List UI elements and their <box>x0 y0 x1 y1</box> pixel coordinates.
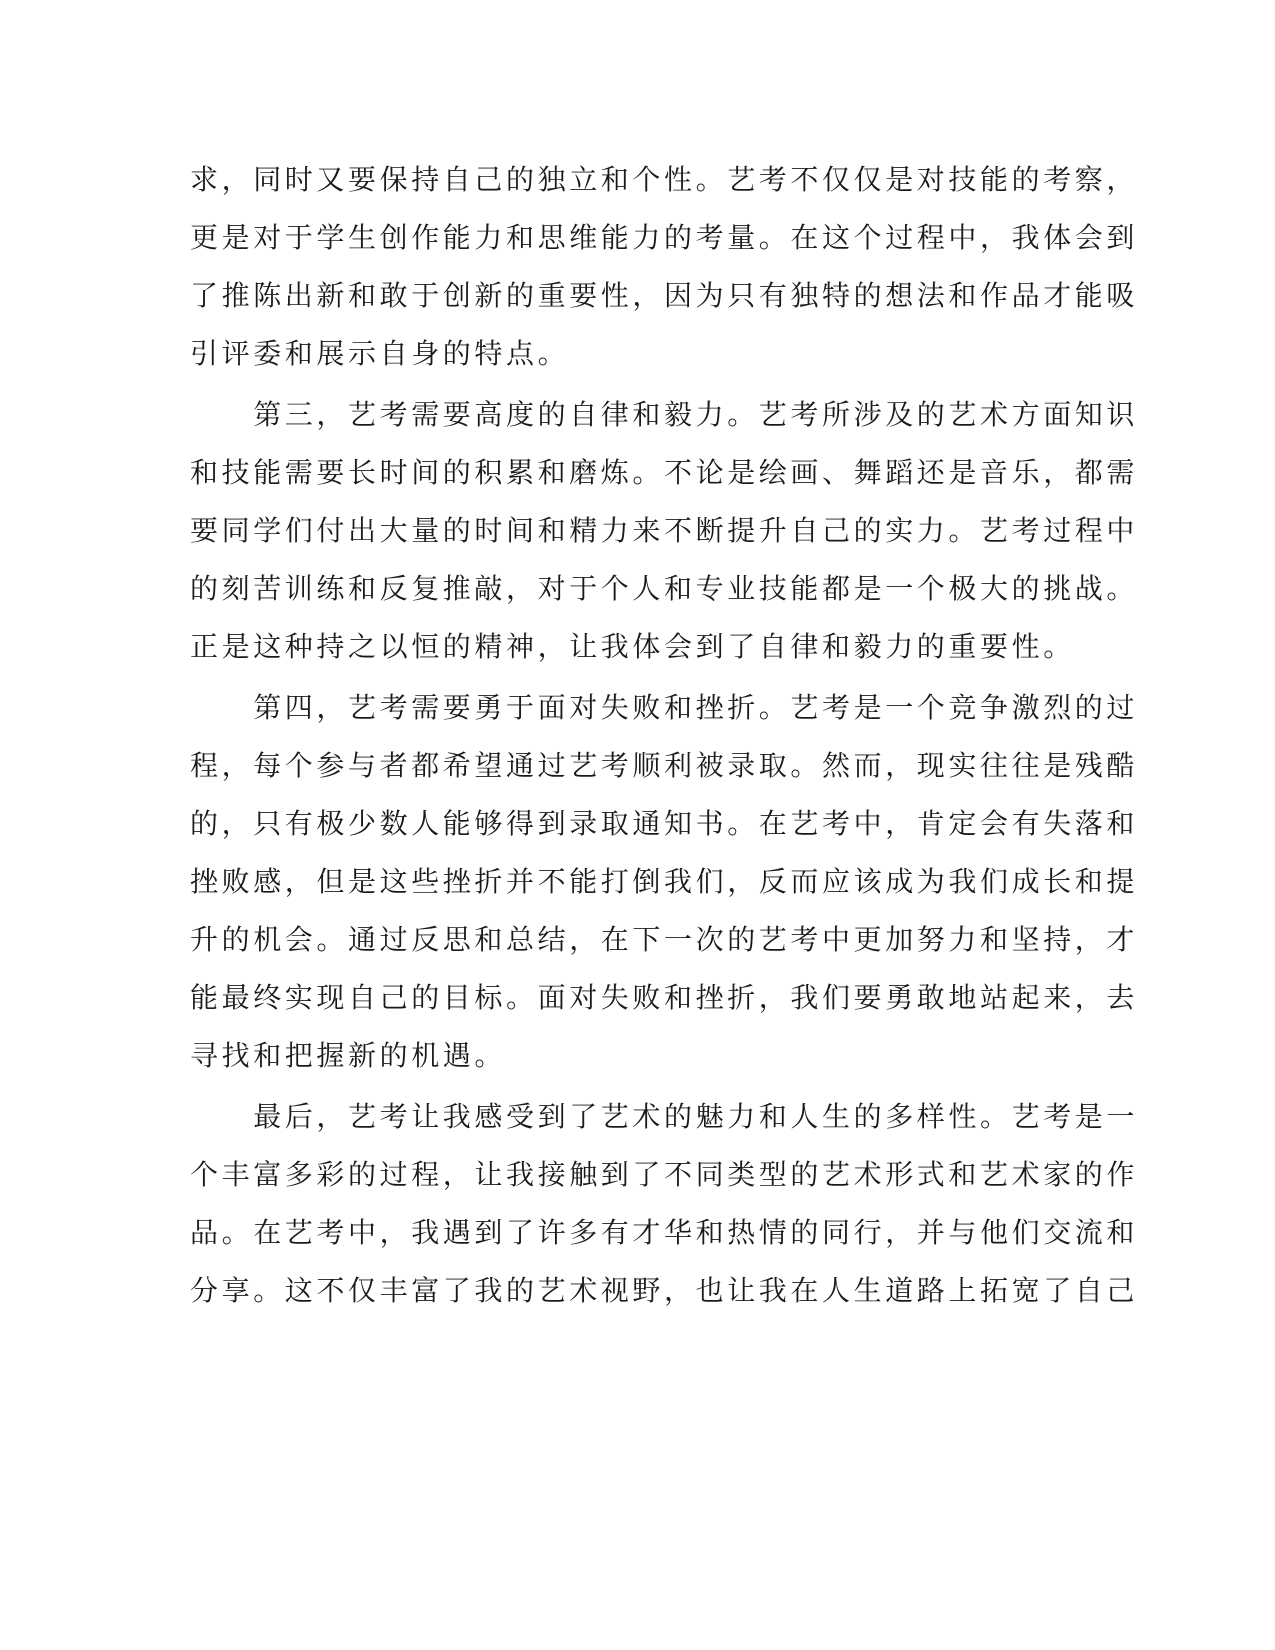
text-line: 个丰富多彩的过程，让我接触到了不同类型的艺术形式和艺术家的作 <box>190 1158 1139 1191</box>
text-line: 升的机会。通过反思和总结，在下一次的艺考中更加努力和坚持，才 <box>190 923 1139 956</box>
text-line: 最后，艺考让我感受到了艺术的魅力和人生的多样性。艺考是一 <box>190 1100 1139 1133</box>
text-line: 引评委和展示自身的特点。 <box>190 337 570 370</box>
text-line: 更是对于学生创作能力和思维能力的考量。在这个过程中，我体会到 <box>190 221 1139 254</box>
text-line: 第四，艺考需要勇于面对失败和挫折。艺考是一个竞争激烈的过 <box>190 691 1139 724</box>
text-line: 了推陈出新和敢于创新的重要性，因为只有独特的想法和作品才能吸 <box>190 279 1139 312</box>
text-line: 程，每个参与者都希望通过艺考顺利被录取。然而，现实往往是残酷 <box>190 749 1139 782</box>
text-line: 的刻苦训练和反复推敲，对于个人和专业技能都是一个极大的挑战。 <box>190 572 1139 605</box>
text-line: 的，只有极少数人能够得到录取通知书。在艺考中，肯定会有失落和 <box>190 807 1139 840</box>
text-line: 求，同时又要保持自己的独立和个性。艺考不仅仅是对技能的考察， <box>190 163 1139 196</box>
text-line: 第三，艺考需要高度的自律和毅力。艺考所涉及的艺术方面知识 <box>190 398 1139 431</box>
text-line: 分享。这不仅丰富了我的艺术视野，也让我在人生道路上拓宽了自己 <box>190 1274 1139 1307</box>
text-line: 寻找和把握新的机遇。 <box>190 1039 507 1072</box>
text-line: 要同学们付出大量的时间和精力来不断提升自己的实力。艺考过程中 <box>190 514 1139 547</box>
text-line: 能最终实现自己的目标。面对失败和挫折，我们要勇敢地站起来，去 <box>190 981 1139 1014</box>
text-line: 正是这种持之以恒的精神，让我体会到了自律和毅力的重要性。 <box>190 630 1075 663</box>
text-line: 和技能需要长时间的积累和磨炼。不论是绘画、舞蹈还是音乐，都需 <box>190 456 1139 489</box>
text-line: 挫败感，但是这些挫折并不能打倒我们，反而应该成为我们成长和提 <box>190 865 1139 898</box>
text-line: 品。在艺考中，我遇到了许多有才华和热情的同行，并与他们交流和 <box>190 1216 1139 1249</box>
